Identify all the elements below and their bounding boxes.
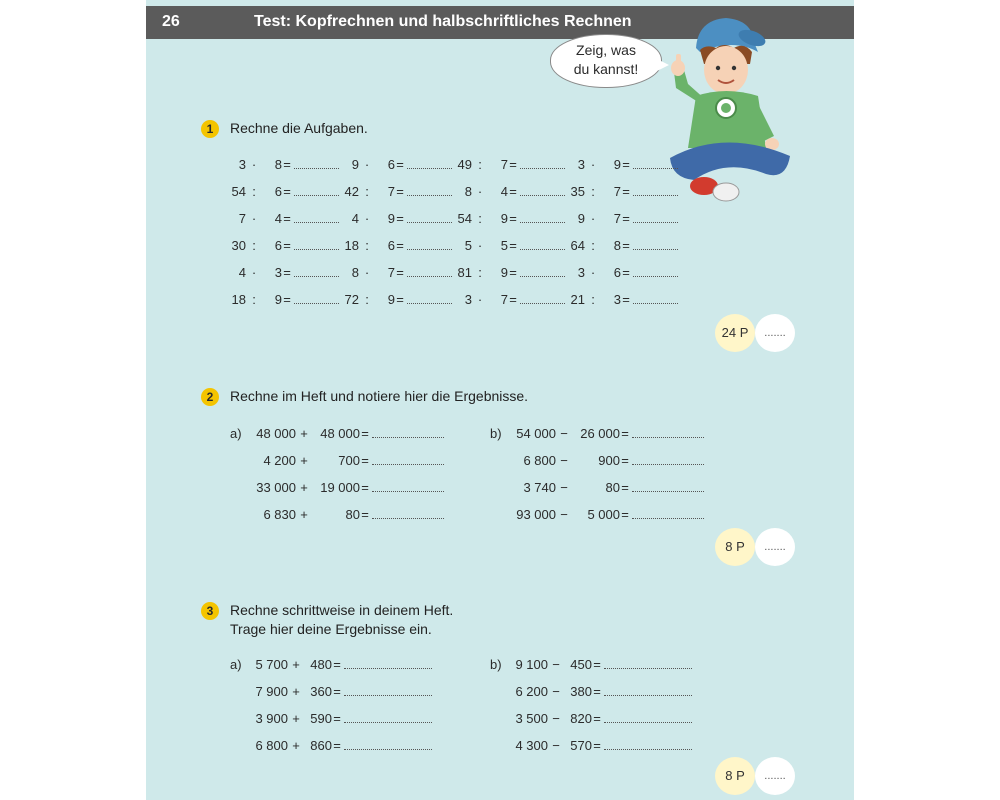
operand-a: 72 [344, 292, 359, 307]
task-1-number: 1 [201, 120, 219, 138]
operand-b: 590 [310, 711, 332, 726]
operand-b: 9 [387, 292, 395, 307]
operand-a: 6 200 [515, 684, 548, 699]
operand-a: 54 [231, 184, 246, 199]
equals-sign: = [622, 184, 630, 199]
exercise-row [490, 451, 704, 469]
answer-field[interactable] [520, 290, 565, 304]
answer-field[interactable] [372, 478, 444, 492]
operand-b: 6 [274, 238, 282, 253]
exercise-row [450, 209, 565, 227]
exercise-row [563, 263, 678, 281]
operand-b: 48 000 [320, 426, 360, 441]
worksheet-page [146, 0, 854, 800]
equals-sign: = [283, 238, 291, 253]
exercise-row [450, 155, 565, 173]
exercise-row [450, 290, 565, 308]
operand-b: 80 [345, 507, 360, 522]
operand-b: 6 [274, 184, 282, 199]
equals-sign: = [283, 157, 291, 172]
operand-a: 3 [464, 292, 472, 307]
equals-sign: = [361, 507, 369, 522]
task-1-title: Rechne die Aufgaben. [230, 120, 368, 136]
operator: : [252, 238, 256, 253]
operand-a: 30 [231, 238, 246, 253]
exercise-row [337, 155, 452, 173]
operator: · [364, 265, 370, 280]
equals-sign: = [622, 238, 630, 253]
operand-b: 9 [274, 292, 282, 307]
equals-sign: = [361, 480, 369, 495]
exercise-row [224, 182, 339, 200]
operand-a: 9 100 [515, 657, 548, 672]
equals-sign: = [283, 211, 291, 226]
answer-field[interactable] [632, 451, 704, 465]
exercise-row [490, 736, 692, 754]
operand-b: 26 000 [580, 426, 620, 441]
answer-field[interactable] [633, 263, 678, 277]
operator: − [560, 453, 568, 468]
operator: : [591, 184, 595, 199]
equals-sign: = [621, 507, 629, 522]
answer-field[interactable] [407, 236, 452, 250]
answer-field[interactable] [407, 209, 452, 223]
exercise-row [563, 155, 678, 173]
task-3-title-line-1: Rechne schrittweise in deinem Heft. [230, 602, 454, 618]
exercise-row [230, 505, 444, 523]
operand-a: 6 800 [255, 738, 288, 753]
operator: + [292, 738, 300, 753]
operand-a: 3 500 [515, 711, 548, 726]
operator: · [364, 211, 370, 226]
answer-field[interactable] [632, 424, 704, 438]
operand-a: 4 300 [515, 738, 548, 753]
answer-field[interactable] [407, 155, 452, 169]
operand-b: 3 [274, 265, 282, 280]
answer-field[interactable] [294, 290, 339, 304]
operand-a: 8 [464, 184, 472, 199]
exercise-row [563, 182, 678, 200]
operand-a: 4 [351, 211, 359, 226]
equals-sign: = [333, 684, 341, 699]
exercise-row [230, 736, 432, 754]
operand-a: 33 000 [256, 480, 296, 495]
equals-sign: = [361, 453, 369, 468]
task-3-points: 8 P [715, 757, 755, 795]
answer-field[interactable] [344, 736, 432, 750]
answer-field[interactable] [632, 505, 704, 519]
operator: · [590, 211, 596, 226]
exercise-row [450, 236, 565, 254]
operand-b: 700 [338, 453, 360, 468]
operand-b: 6 [613, 265, 621, 280]
answer-field[interactable] [294, 263, 339, 277]
part-label: a) [230, 657, 242, 672]
operand-a: 5 700 [255, 657, 288, 672]
operand-b: 380 [570, 684, 592, 699]
equals-sign: = [361, 426, 369, 441]
operand-a: 5 [464, 238, 472, 253]
exercise-row [490, 709, 692, 727]
exercise-row [450, 263, 565, 281]
part-label: b) [490, 657, 502, 672]
operator: : [591, 292, 595, 307]
task-3-number: 3 [201, 602, 219, 620]
exercise-row [337, 236, 452, 254]
answer-field[interactable] [520, 236, 565, 250]
operand-a: 49 [457, 157, 472, 172]
answer-field[interactable] [604, 736, 692, 750]
equals-sign: = [396, 184, 404, 199]
operand-a: 35 [570, 184, 585, 199]
operand-b: 8 [274, 157, 282, 172]
answer-field[interactable] [633, 236, 678, 250]
exercise-row [230, 709, 432, 727]
operator: · [590, 265, 596, 280]
operator: : [365, 184, 369, 199]
operator: − [552, 711, 560, 726]
answer-field[interactable] [520, 155, 565, 169]
task-1-points: 24 P [715, 314, 755, 352]
operand-b: 860 [310, 738, 332, 753]
task-2-points: 8 P [715, 528, 755, 566]
answer-field[interactable] [344, 682, 432, 696]
operator: + [300, 453, 308, 468]
equals-sign: = [621, 480, 629, 495]
exercise-row [490, 424, 704, 442]
exercise-row [230, 424, 444, 442]
operand-a: 4 [238, 265, 246, 280]
operand-a: 93 000 [516, 507, 556, 522]
operand-b: 9 [500, 265, 508, 280]
operator: : [478, 211, 482, 226]
exercise-row [230, 451, 444, 469]
operand-a: 64 [570, 238, 585, 253]
operator: + [292, 684, 300, 699]
operator: · [251, 157, 257, 172]
task-2-title: Rechne im Heft und notiere hier die Ergebnisse. [230, 388, 529, 404]
operand-a: 3 740 [523, 480, 556, 495]
answer-field[interactable] [372, 505, 444, 519]
exercise-row [490, 478, 704, 496]
equals-sign: = [396, 157, 404, 172]
operand-b: 820 [570, 711, 592, 726]
operand-a: 48 000 [256, 426, 296, 441]
exercise-row [230, 478, 444, 496]
equals-sign: = [622, 265, 630, 280]
equals-sign: = [283, 184, 291, 199]
operand-a: 7 [238, 211, 246, 226]
answer-field[interactable] [633, 290, 678, 304]
exercise-row [337, 290, 452, 308]
equals-sign: = [622, 292, 630, 307]
operator: : [365, 292, 369, 307]
operand-a: 21 [570, 292, 585, 307]
operator: · [251, 265, 257, 280]
operand-b: 570 [570, 738, 592, 753]
operator: − [560, 480, 568, 495]
operator: · [477, 184, 483, 199]
operator: : [365, 238, 369, 253]
equals-sign: = [593, 711, 601, 726]
exercise-row [490, 682, 692, 700]
operator: − [552, 657, 560, 672]
answer-field[interactable] [294, 182, 339, 196]
operand-b: 360 [310, 684, 332, 699]
answer-field[interactable] [520, 263, 565, 277]
operator: · [477, 238, 483, 253]
operator: + [300, 507, 308, 522]
operator: + [300, 426, 308, 441]
operand-b: 5 000 [587, 507, 620, 522]
operand-b: 450 [570, 657, 592, 672]
operand-b: 3 [613, 292, 621, 307]
operator: + [292, 711, 300, 726]
answer-field[interactable] [633, 209, 678, 223]
operator: · [251, 211, 257, 226]
operator: : [478, 265, 482, 280]
operator: − [552, 684, 560, 699]
exercise-row [490, 505, 704, 523]
operand-b: 900 [598, 453, 620, 468]
operator: − [552, 738, 560, 753]
answer-field[interactable] [372, 424, 444, 438]
answer-field[interactable] [520, 182, 565, 196]
exercise-row [563, 236, 678, 254]
operand-a: 8 [351, 265, 359, 280]
answer-field[interactable] [407, 263, 452, 277]
operator: + [300, 480, 308, 495]
task-3-title-line-2: Trage hier deine Ergebnisse ein. [230, 621, 432, 637]
answer-field[interactable] [604, 682, 692, 696]
answer-field[interactable] [344, 709, 432, 723]
operator: : [591, 238, 595, 253]
equals-sign: = [283, 292, 291, 307]
operand-b: 9 [500, 211, 508, 226]
exercise-row [224, 263, 339, 281]
exercise-row [224, 236, 339, 254]
answer-field[interactable] [407, 182, 452, 196]
speech-bubble [550, 34, 662, 88]
operand-b: 6 [387, 238, 395, 253]
equals-sign: = [509, 265, 517, 280]
operator: · [364, 157, 370, 172]
operand-b: 7 [613, 211, 621, 226]
operand-a: 3 900 [255, 711, 288, 726]
operand-a: 42 [344, 184, 359, 199]
equals-sign: = [333, 711, 341, 726]
operand-a: 9 [577, 211, 585, 226]
operator: − [560, 507, 568, 522]
operand-b: 9 [387, 211, 395, 226]
operand-a: 54 [457, 211, 472, 226]
operand-b: 19 000 [320, 480, 360, 495]
operator: · [477, 292, 483, 307]
operator: : [252, 292, 256, 307]
operand-b: 5 [500, 238, 508, 253]
equals-sign: = [333, 738, 341, 753]
page-title: Test: Kopfrechnen und halbschriftliches Rechnen [254, 13, 632, 30]
page-number: 26 [162, 13, 180, 30]
speech-bubble-line-1: Zeig, was [576, 42, 636, 58]
answer-field[interactable] [633, 182, 678, 196]
operand-b: 7 [613, 184, 621, 199]
boy-mascot-illustration [654, 8, 794, 206]
equals-sign: = [333, 657, 341, 672]
answer-field[interactable] [294, 209, 339, 223]
exercise-row [224, 290, 339, 308]
operand-a: 3 [577, 157, 585, 172]
equals-sign: = [593, 657, 601, 672]
operand-b: 480 [310, 657, 332, 672]
equals-sign: = [396, 265, 404, 280]
answer-field[interactable] [294, 236, 339, 250]
operand-b: 7 [387, 265, 395, 280]
operator: : [478, 157, 482, 172]
answer-field[interactable] [407, 290, 452, 304]
operand-a: 18 [344, 238, 359, 253]
equals-sign: = [509, 157, 517, 172]
operand-b: 4 [500, 184, 508, 199]
operand-b: 8 [613, 238, 621, 253]
answer-field[interactable] [344, 655, 432, 669]
exercise-row [224, 209, 339, 227]
answer-field[interactable] [632, 478, 704, 492]
operand-b: 6 [387, 157, 395, 172]
operand-a: 6 800 [523, 453, 556, 468]
task-2-score-field[interactable]: ....... [755, 528, 795, 566]
operator: · [590, 157, 596, 172]
speech-bubble-line-2: du kannst! [573, 61, 639, 77]
exercise-row [563, 209, 678, 227]
operand-b: 4 [274, 211, 282, 226]
exercise-row [337, 182, 452, 200]
operand-a: 3 [238, 157, 246, 172]
operand-b: 80 [605, 480, 620, 495]
exercise-row [230, 655, 432, 673]
answer-field[interactable] [604, 655, 692, 669]
equals-sign: = [621, 453, 629, 468]
equals-sign: = [509, 292, 517, 307]
answer-field[interactable] [294, 155, 339, 169]
operand-b: 7 [500, 292, 508, 307]
part-label: a) [230, 426, 242, 441]
operator: + [292, 657, 300, 672]
operand-a: 9 [351, 157, 359, 172]
task-3-title [230, 601, 453, 639]
answer-field[interactable] [604, 709, 692, 723]
exercise-row [337, 263, 452, 281]
equals-sign: = [396, 292, 404, 307]
exercise-row [450, 182, 565, 200]
operand-b: 9 [613, 157, 621, 172]
operand-a: 3 [577, 265, 585, 280]
equals-sign: = [283, 265, 291, 280]
operand-b: 7 [387, 184, 395, 199]
operator: : [252, 184, 256, 199]
operand-a: 7 900 [255, 684, 288, 699]
equals-sign: = [621, 426, 629, 441]
operand-b: 7 [500, 157, 508, 172]
equals-sign: = [593, 684, 601, 699]
exercise-row [224, 155, 339, 173]
answer-field[interactable] [520, 209, 565, 223]
part-label: b) [490, 426, 502, 441]
exercise-row [230, 682, 432, 700]
equals-sign: = [509, 238, 517, 253]
operator: − [560, 426, 568, 441]
exercise-row [563, 290, 678, 308]
equals-sign: = [396, 238, 404, 253]
equals-sign: = [622, 211, 630, 226]
operand-a: 6 830 [263, 507, 296, 522]
exercise-row [490, 655, 692, 673]
equals-sign: = [396, 211, 404, 226]
equals-sign: = [509, 211, 517, 226]
operand-a: 54 000 [516, 426, 556, 441]
task-3-score-field[interactable]: ....... [755, 757, 795, 795]
equals-sign: = [509, 184, 517, 199]
task-1-score-field[interactable]: ....... [755, 314, 795, 352]
exercise-row [337, 209, 452, 227]
answer-field[interactable] [633, 155, 678, 169]
operand-a: 18 [231, 292, 246, 307]
equals-sign: = [593, 738, 601, 753]
task-2-number: 2 [201, 388, 219, 406]
answer-field[interactable] [372, 451, 444, 465]
operand-a: 81 [457, 265, 472, 280]
operand-a: 4 200 [263, 453, 296, 468]
equals-sign: = [622, 157, 630, 172]
